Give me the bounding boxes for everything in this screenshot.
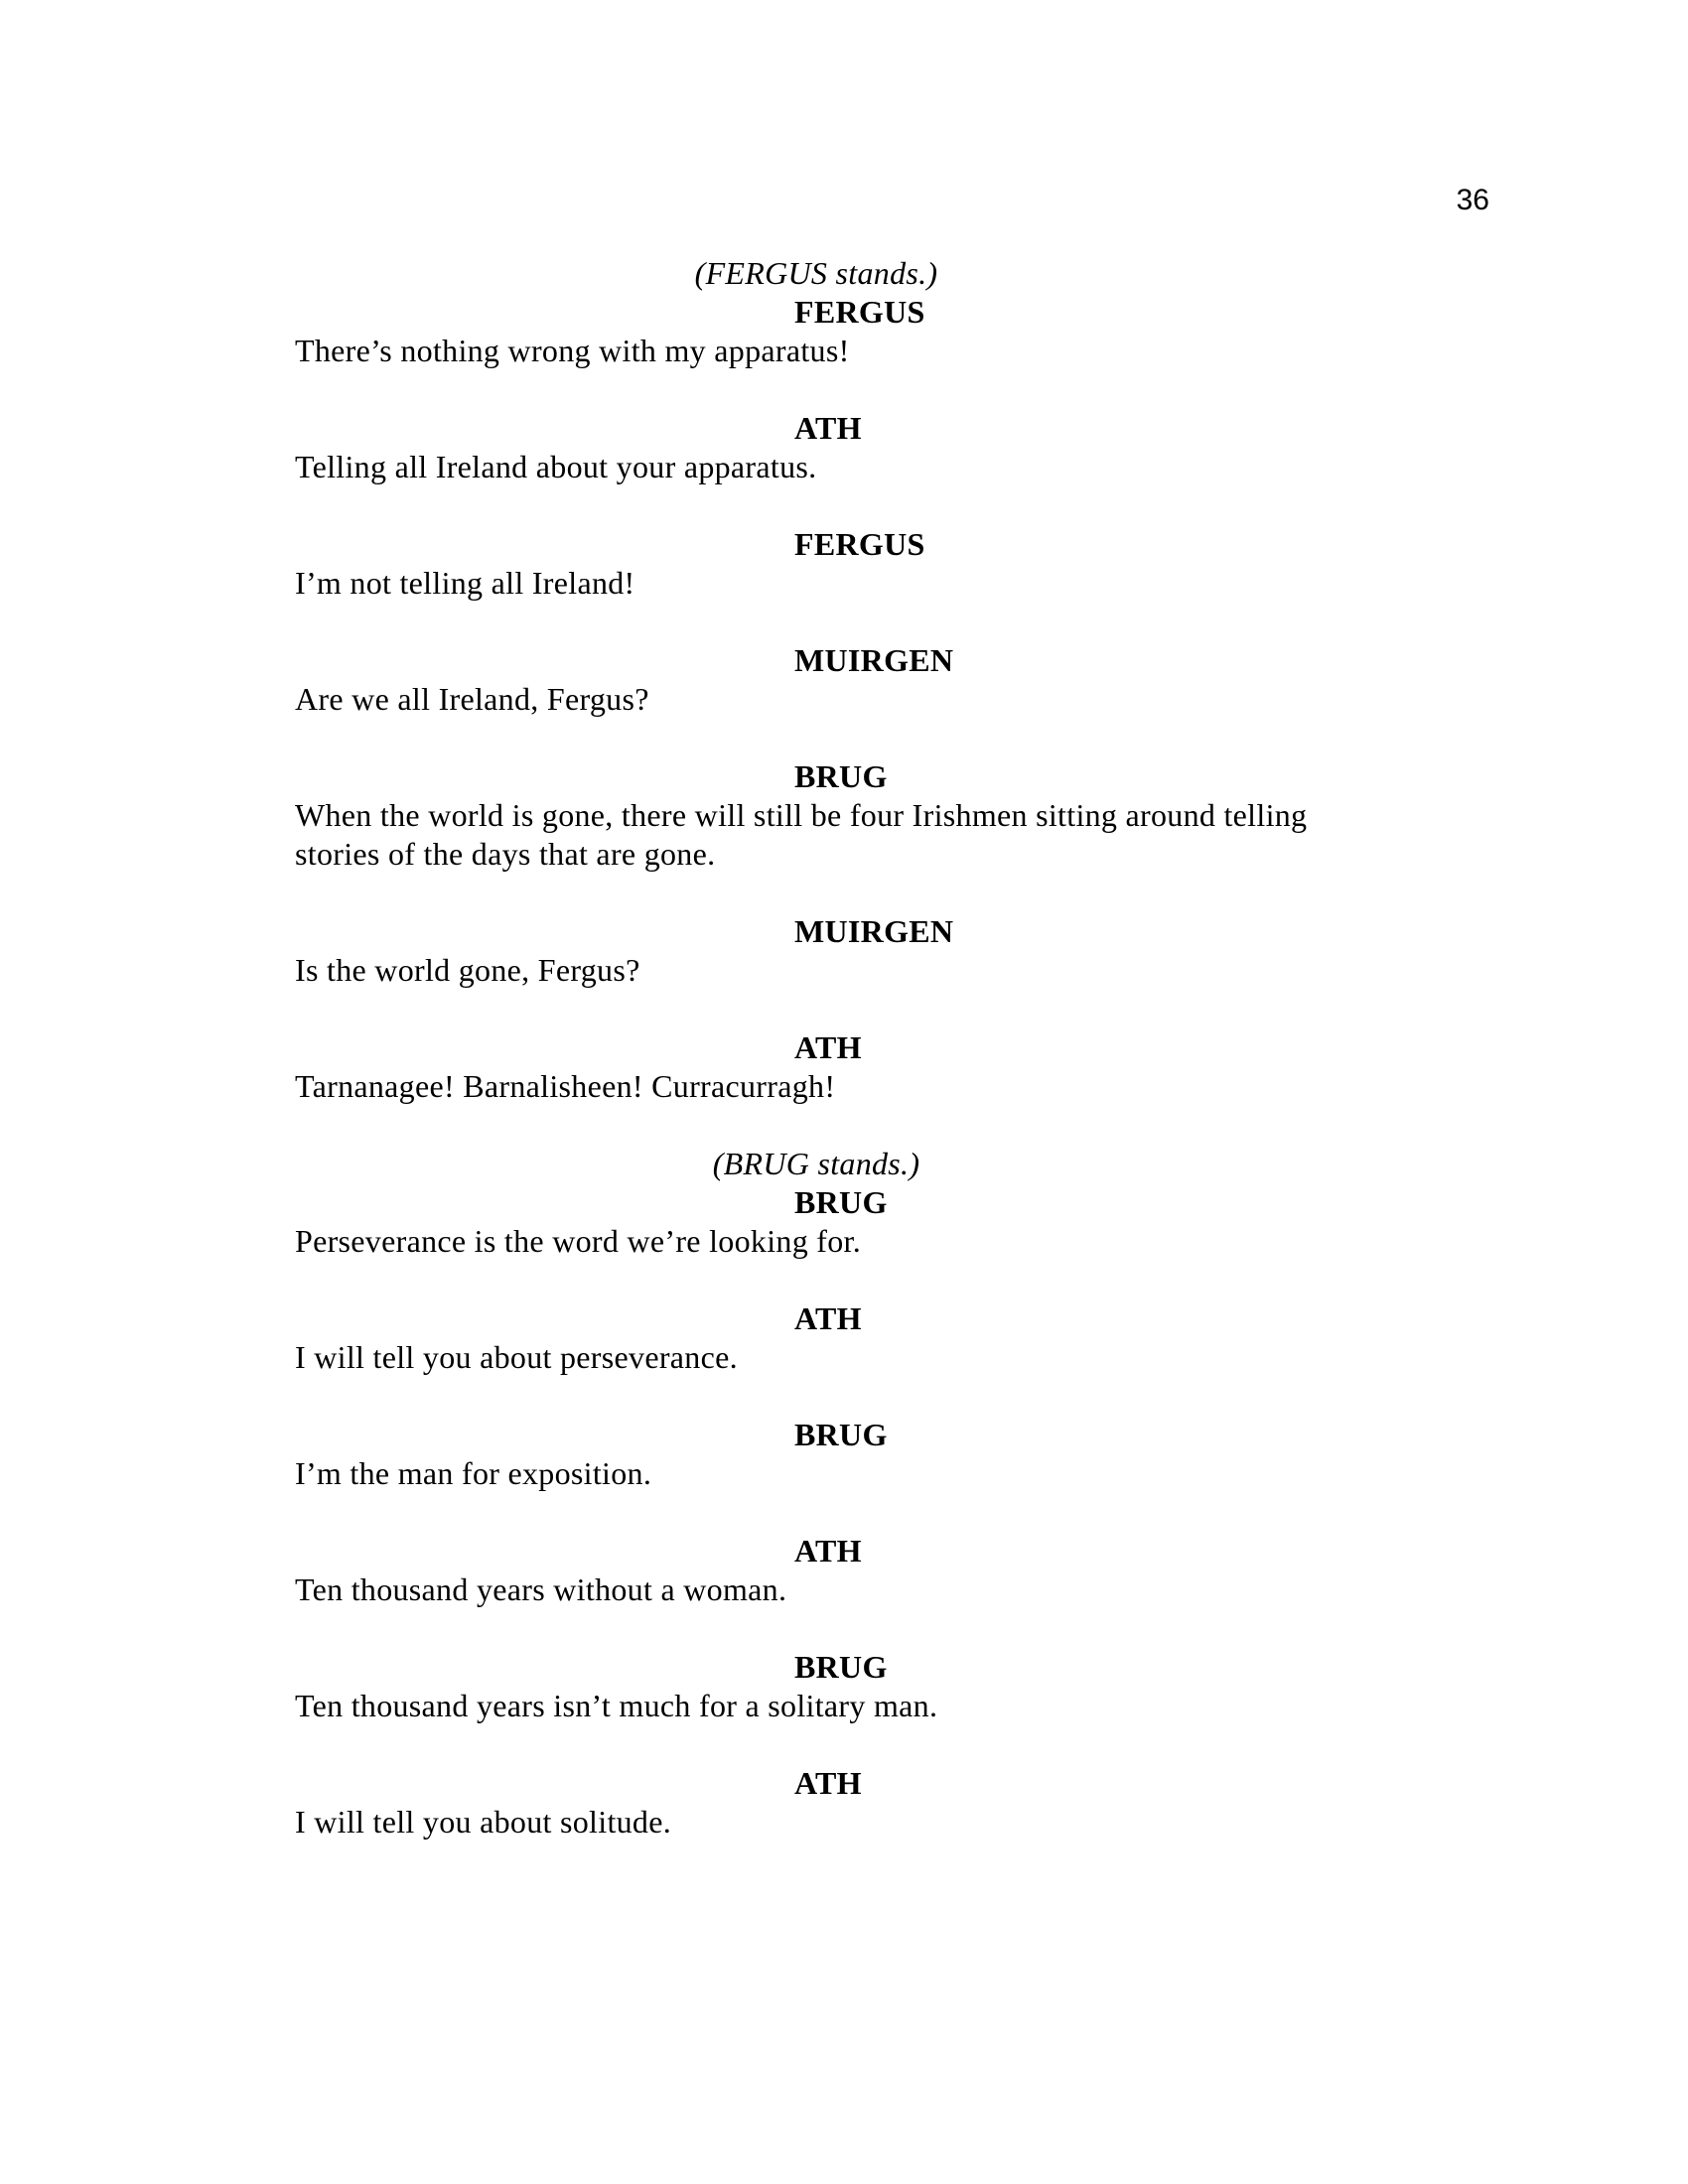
stage-direction: (FERGUS stands.) xyxy=(694,255,938,291)
dialogue-line: Perseverance is the word we’re looking for. xyxy=(295,1223,862,1259)
dialogue-block xyxy=(295,1299,1432,1377)
dialogue-line: Ten thousand years without a woman. xyxy=(295,1571,787,1607)
dialogue-block xyxy=(295,1145,1432,1261)
dialogue-line: Ten thousand years isn’t much for a solitary man. xyxy=(295,1688,938,1723)
script-content xyxy=(295,218,1432,1842)
dialogue-block xyxy=(295,254,1432,370)
dialogue-line: I’m not telling all Ireland! xyxy=(295,565,635,601)
dialogue-block xyxy=(295,1028,1432,1106)
dialogue-block xyxy=(295,641,1432,719)
dialogue-line: Are we all Ireland, Fergus? xyxy=(295,681,649,717)
dialogue-line: Tarnanagee! Barnalisheen! Curracurragh! xyxy=(295,1068,836,1104)
dialogue-block xyxy=(295,912,1432,990)
dialogue-block xyxy=(295,525,1432,603)
character-name: ATH xyxy=(794,1300,862,1336)
dialogue-block xyxy=(295,1648,1432,1725)
character-name: ATH xyxy=(794,1765,862,1801)
dialogue-block xyxy=(295,1764,1432,1842)
stage-direction: (BRUG stands.) xyxy=(712,1146,920,1181)
character-name: BRUG xyxy=(794,1417,888,1452)
dialogue-block xyxy=(295,1416,1432,1493)
dialogue-line: Is the world gone, Fergus? xyxy=(295,952,640,988)
character-name: BRUG xyxy=(794,1184,888,1220)
dialogue-line: stories of the days that are gone. xyxy=(295,836,716,872)
character-name: MUIRGEN xyxy=(794,642,954,678)
character-name: ATH xyxy=(794,1029,862,1065)
dialogue-line: I will tell you about perseverance. xyxy=(295,1339,738,1375)
character-name: FERGUS xyxy=(794,294,925,330)
page-number: 36 xyxy=(1456,184,1489,216)
character-name: BRUG xyxy=(794,758,888,794)
dialogue-line: There’s nothing wrong with my apparatus! xyxy=(295,333,850,368)
character-name: BRUG xyxy=(794,1649,888,1685)
dialogue-line: Telling all Ireland about your apparatus. xyxy=(295,449,817,484)
dialogue-block xyxy=(295,1532,1432,1609)
dialogue-line: When the world is gone, there will still be four Irishmen sitting around telling xyxy=(295,797,1308,833)
dialogue-line: I’m the man for exposition. xyxy=(295,1455,652,1491)
character-name: FERGUS xyxy=(794,526,925,562)
character-name: ATH xyxy=(794,1533,862,1569)
character-name: MUIRGEN xyxy=(794,913,954,949)
dialogue-block xyxy=(295,757,1432,874)
dialogue-line: I will tell you about solitude. xyxy=(295,1804,672,1840)
character-name: ATH xyxy=(794,410,862,446)
dialogue-block xyxy=(295,409,1432,486)
page-header xyxy=(0,0,1688,218)
